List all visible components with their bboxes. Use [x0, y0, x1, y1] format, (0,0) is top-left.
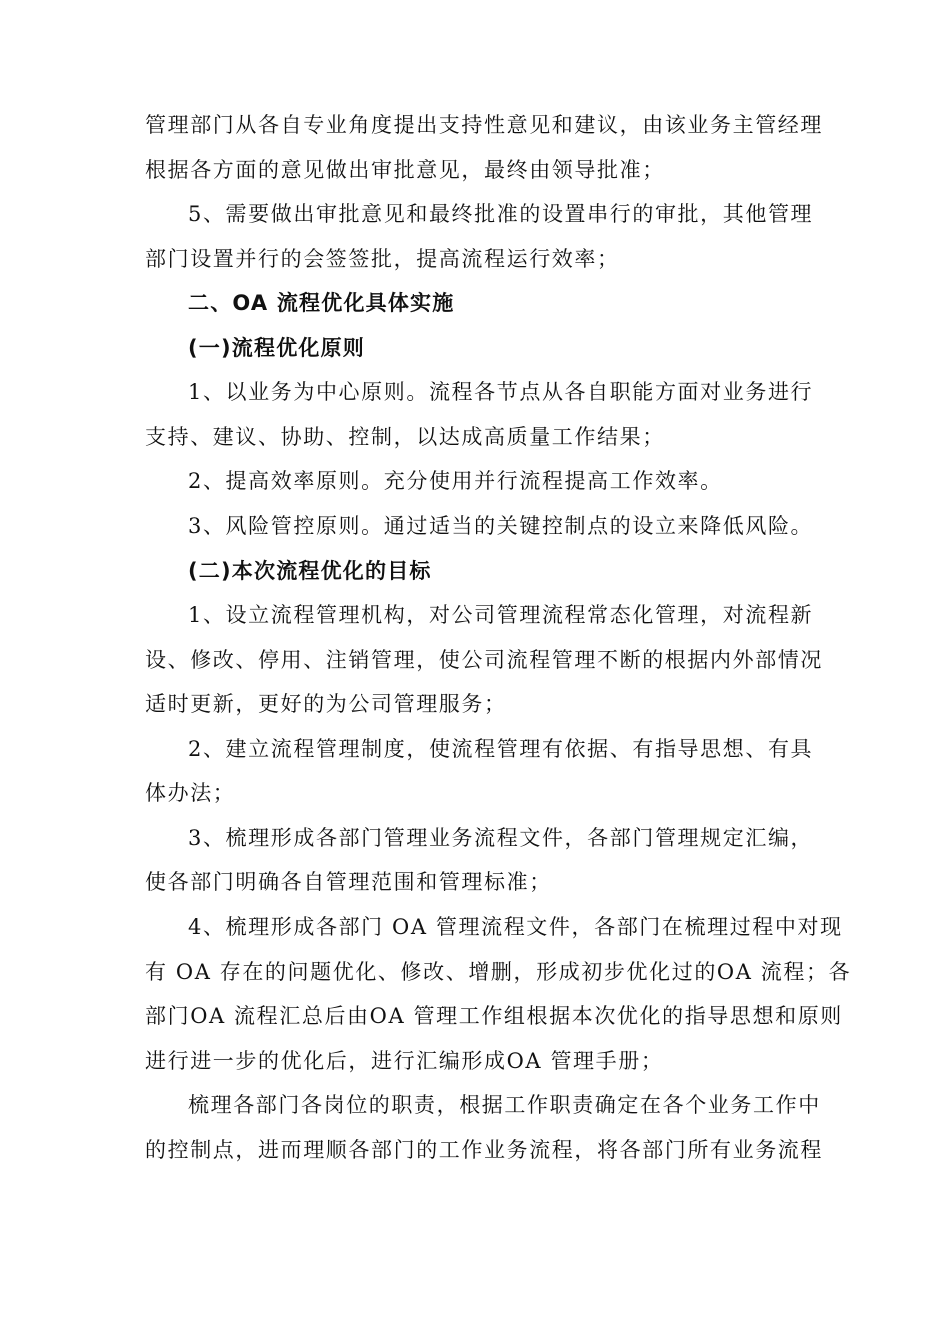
text-line: 1、设立流程管理机构，对公司管理流程常态化管理，对流程新: [188, 603, 814, 627]
text-line: 3、梳理形成各部门管理业务流程文件，各部门管理规定汇编，: [188, 826, 814, 850]
text-line: 设、修改、停用、注销管理，使公司流程管理不断的根据内外部情况: [145, 648, 823, 672]
text-line: 3、风险管控原则。通过适当的关键控制点的设立来降低风险。: [188, 514, 814, 538]
text-line: 部门OA 流程汇总后由OA 管理工作组根据本次优化的指导思想和原则: [145, 1004, 843, 1028]
text-line: 5、需要做出审批意见和最终批准的设置串行的审批，其他管理: [188, 202, 814, 226]
text-line: 体办法；: [145, 781, 236, 805]
text-line: 梳理各部门各岗位的职责，根据工作职责确定在各个业务工作中: [188, 1093, 821, 1117]
heading-text: 二、OA 流程优化具体实施: [188, 291, 455, 315]
heading-text: (二)本次流程优化的目标: [188, 559, 432, 583]
text-line: 2、建立流程管理制度，使流程管理有依据、有指导思想、有具: [188, 737, 814, 761]
text-line: 4、梳理形成各部门 OA 管理流程文件，各部门在梳理过程中对现: [188, 915, 843, 939]
text-line: 部门设置并行的会签签批，提高流程运行效率；: [145, 247, 620, 271]
text-line: 支持、建议、协助、控制，以达成高质量工作结果；: [145, 425, 665, 449]
text-line: 适时更新，更好的为公司管理服务；: [145, 692, 507, 716]
text-line: 进行进一步的优化后，进行汇编形成OA 管理手册；: [145, 1049, 664, 1073]
text-line: 2、提高效率原则。充分使用并行流程提高工作效率。: [188, 469, 723, 493]
text-line: 使各部门明确各自管理范围和管理标准；: [145, 870, 552, 894]
text-line: 1、以业务为中心原则。流程各节点从各自职能方面对业务进行: [188, 380, 814, 404]
text-line: 管理部门从各自专业角度提出支持性意见和建议，由该业务主管经理: [145, 113, 823, 137]
text-line: 根据各方面的意见做出审批意见，最终由领导批准；: [145, 158, 665, 182]
text-line: 有 OA 存在的问题优化、修改、增删，形成初步优化过的OA 流程；各: [145, 960, 852, 984]
text-line: 的控制点，进而理顺各部门的工作业务流程，将各部门所有业务流程: [145, 1138, 823, 1162]
heading-text: (一)流程优化原则: [188, 336, 365, 360]
